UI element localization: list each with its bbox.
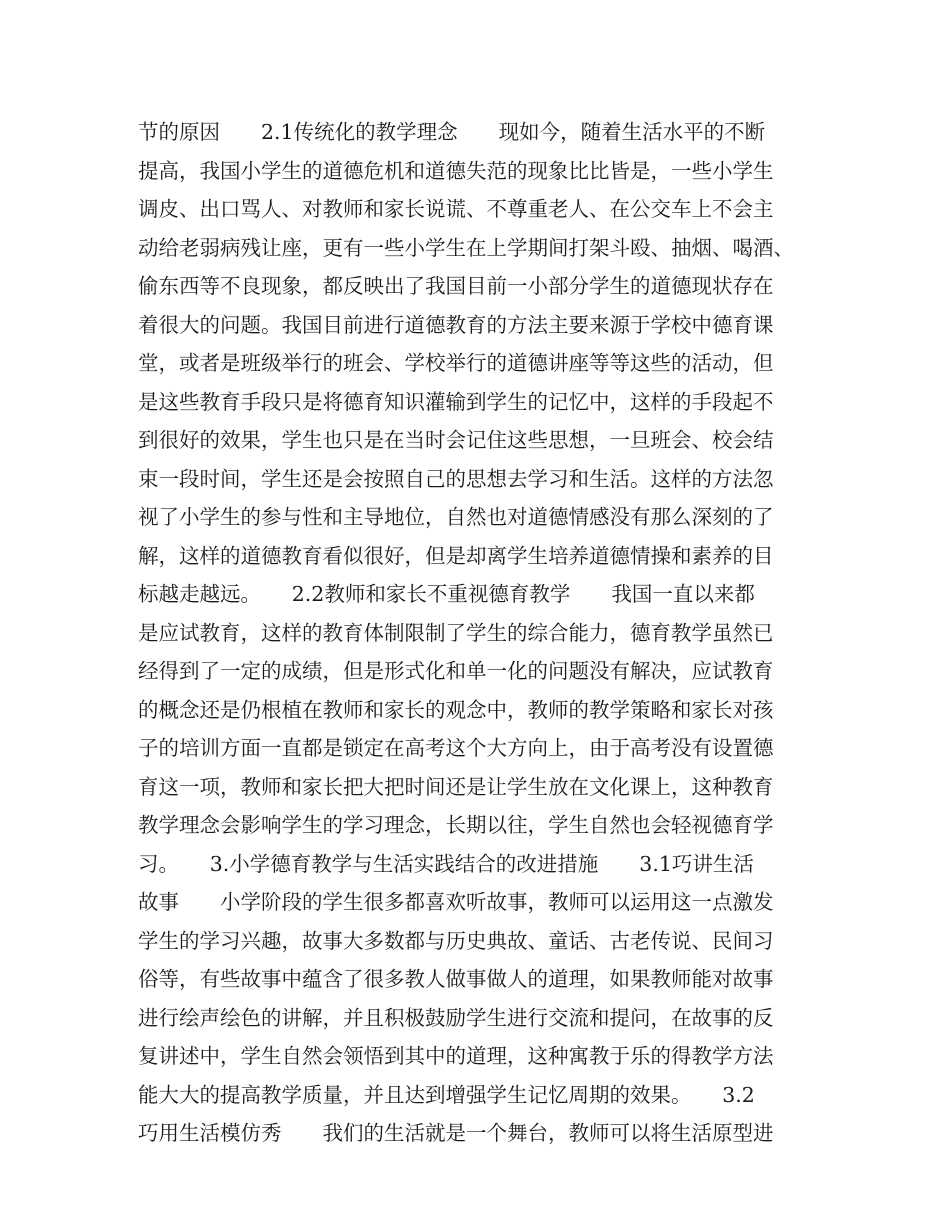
text-line: 经得到了一定的成绩，但是形式化和单一化的问题没有解决，应试教育 [138, 659, 774, 683]
text-line: 是这些教育手段只是将德育知识灌输到学生的记忆中，这样的手段起不 [138, 389, 774, 414]
text-line: 子的培训方面一直都是锁定在高考这个大方向上，由于高考没有设置德 [138, 736, 774, 760]
text-line: 动给老弱病残让座，更有一些小学生在上学期间打架斗殴、抽烟、喝酒、 [138, 235, 794, 260]
text-line: 育这一项，教师和家长把大把时间还是让学生放在文化课上，这种教育 [138, 774, 774, 799]
text-line: 着很大的问题。我国目前进行道德教育的方法主要来源于学校中德育课 [138, 312, 774, 337]
text-line: 偷东西等不良现象，都反映出了我国目前一小部分学生的道德现状存在 [138, 274, 774, 298]
text-line: 教学理念会影响学生的学习理念，长期以往，学生自然也会轻视德育学 [138, 813, 774, 837]
text-line: 堂，或者是班级举行的班会、学校举行的道德讲座等等这些的活动，但 [138, 351, 774, 375]
text-line: 标越走越远。 2.2教师和家长不重视德育教学 我国一直以来都 [138, 582, 755, 606]
text-line: 束一段时间，学生还是会按照自己的思想去学习和生活。这样的方法忽 [138, 466, 774, 491]
text-line: 视了小学生的参与性和主导地位，自然也对道德情感没有那么深刻的了 [138, 505, 774, 529]
text-line: 节的原因 2.1传统化的教学理念 现如今，随着生活水平的不断 [138, 120, 766, 144]
text-line: 俗等，有些故事中蕴含了很多教人做事做人的道理，如果教师能对故事 [138, 967, 774, 991]
text-line: 提高，我国小学生的道德危机和道德失范的现象比比皆是，一些小学生 [138, 158, 774, 183]
text-line: 学生的学习兴趣，故事大多数都与历史典故、童话、古老传说、民间习 [138, 928, 774, 953]
text-line: 的概念还是仍根植在教师和家长的观念中，教师的教学策略和家长对孩 [138, 697, 774, 722]
text-line: 故事 小学阶段的学生很多都喜欢听故事，教师可以运用这一点激发 [138, 890, 774, 914]
body-text [138, 113, 816, 1153]
text-line: 能大大的提高教学质量，并且达到增强学生记忆周期的效果。 3.2 [138, 1082, 755, 1107]
text-line: 习。 3.小学德育教学与生活实践结合的改进措施 3.1巧讲生活 [138, 851, 754, 876]
text-line: 是应试教育，这样的教育体制限制了学生的综合能力，德育教学虽然已 [138, 620, 774, 645]
text-line: 进行绘声绘色的讲解，并且积极鼓励学生进行交流和提问，在故事的反 [138, 1005, 774, 1030]
text-line: 到很好的效果，学生也只是在当时会记住这些思想，一旦班会、校会结 [138, 428, 774, 452]
text-line: 解，这样的道德教育看似很好，但是却离学生培养道德情操和素养的目 [138, 543, 774, 568]
text-line: 复讲述中，学生自然会领悟到其中的道理，这种寓教于乐的得教学方法 [138, 1044, 774, 1068]
text-line: 巧用生活模仿秀 我们的生活就是一个舞台，教师可以将生活原型进 [138, 1121, 774, 1145]
text-line: 调皮、出口骂人、对教师和家长说谎、不尊重老人、在公交车上不会主 [138, 197, 774, 221]
